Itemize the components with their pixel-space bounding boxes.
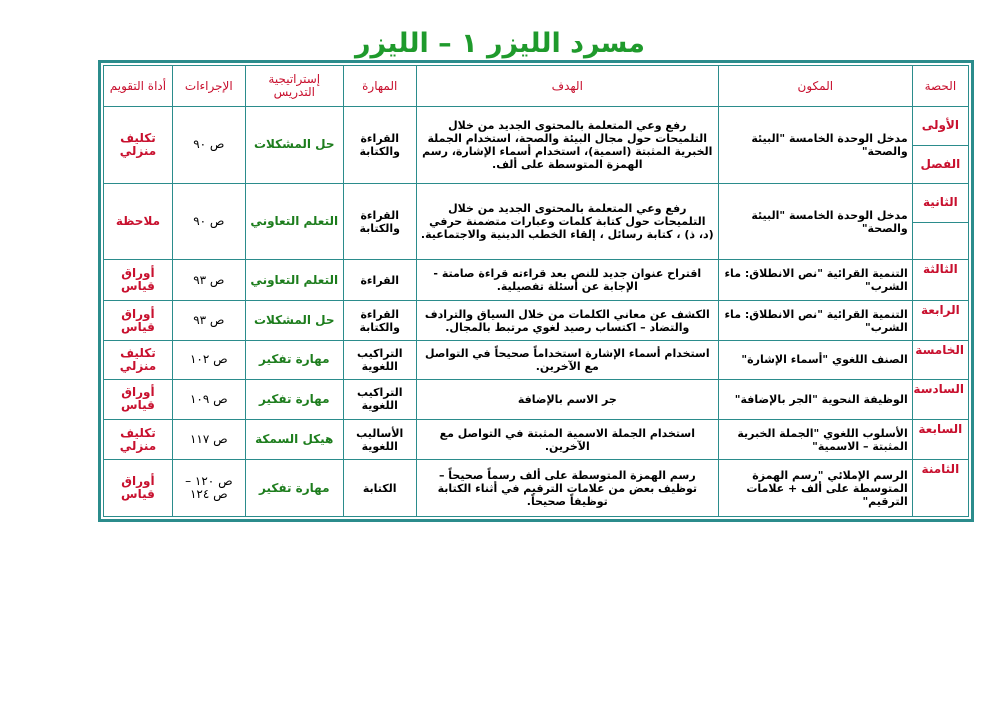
component-cell: التنمية القرائية "نص الانطلاق: ماء الشرب" [718, 300, 912, 340]
procedures-cell: ص ٩٣ [172, 300, 245, 340]
header-procedures: الإجراءات [172, 66, 245, 107]
evaluation-cell: أوراق قياس [104, 460, 173, 517]
goal-cell: رفع وعي المتعلمة بالمحتوى الجديد من خلال التلميحات حول مجال البيئة والصحة، استخدام الجملة الخبرية المثبتة (اسمية)، استخدام أسماء الإشارة، رسم الهمزة المتوسطة على ألف. [416, 107, 718, 184]
session-cell: السادسة [912, 379, 968, 419]
evaluation-cell: تكليف منزلي [104, 420, 173, 460]
session-cell: السابعة [912, 420, 968, 460]
skill-cell: القراءة والكتابة [343, 107, 416, 184]
table-row [104, 379, 969, 419]
skill-cell: القراءة والكتابة [343, 183, 416, 260]
evaluation-cell: أوراق قياس [104, 300, 173, 340]
evaluation-cell: أوراق قياس [104, 379, 173, 419]
table-row [104, 107, 969, 184]
component-cell: الأسلوب اللغوي "الجملة الخبرية المثبتة – الاسمية" [718, 420, 912, 460]
strategy-cell: حل المشكلات [245, 300, 343, 340]
strategy-cell: مهارة تفكير [245, 460, 343, 517]
procedures-cell: ص ٩٠ [172, 183, 245, 260]
skill-cell: القراءة [343, 260, 416, 300]
goal-cell: اقتراح عنوان جديد للنص بعد قراءته قراءة صامتة - الإجابة عن أسئلة تفصيلية. [416, 260, 718, 300]
evaluation-cell: تكليف منزلي [104, 341, 173, 379]
table-row [104, 300, 969, 340]
table-row [104, 460, 969, 517]
procedures-cell: ص ٩٣ [172, 260, 245, 300]
skill-cell: القراءة والكتابة [343, 300, 416, 340]
table-row [104, 341, 969, 379]
lesson-plan-table [103, 65, 969, 517]
evaluation-cell: تكليف منزلي [104, 107, 173, 184]
component-cell: الوظيفة النحوية "الجر بالإضافة" [718, 379, 912, 419]
procedures-cell: ص ١٠٢ [172, 341, 245, 379]
component-cell: الرسم الإملائي "رسم الهمزة المتوسطة على ألف + علامات الترقيم" [718, 460, 912, 517]
header-strategy: إستراتيجية التدريس [245, 66, 343, 107]
session-label: الأولى [913, 107, 968, 146]
session-cell [912, 183, 968, 260]
goal-cell: رسم الهمزة المتوسطة على ألف رسماً صحيحاً – توظيف بعض من علامات الترقيم في أثناء الكتابة توظيفاً صحيحاً. [416, 460, 718, 517]
session-sublabel [913, 223, 968, 260]
header-goal: الهدف [416, 66, 718, 107]
page-title: مسرد الليزر ١ – الليزر [355, 28, 645, 59]
session-label: الثانية [913, 184, 968, 223]
session-cell: الخامسة [912, 341, 968, 379]
component-cell: مدخل الوحدة الخامسة "البيئة والصحة" [718, 107, 912, 184]
goal-cell: استخدام أسماء الإشارة استخداماً صحيحاً في التواصل مع الآخرين. [416, 341, 718, 379]
skill-cell: التراكيب اللغوية [343, 341, 416, 379]
strategy-cell: التعلم التعاوني [245, 260, 343, 300]
goal-cell: استخدام الجملة الاسمية المثبتة في التواصل مع الآخرين. [416, 420, 718, 460]
session-sublabel: الفصل [920, 157, 961, 172]
lesson-plan-frame [98, 60, 974, 522]
table-row [104, 420, 969, 460]
component-cell: الصنف اللغوي "أسماء الإشارة" [718, 341, 912, 379]
strategy-cell: مهارة تفكير [245, 341, 343, 379]
evaluation-cell: ملاحظة [104, 183, 173, 260]
strategy-cell: التعلم التعاوني [245, 183, 343, 260]
strategy-cell: حل المشكلات [245, 107, 343, 184]
table-header-row [104, 66, 969, 107]
table-row [104, 183, 969, 260]
session-cell [912, 107, 968, 184]
evaluation-cell: أوراق قياس [104, 260, 173, 300]
component-cell: التنمية القرائية "نص الانطلاق: ماء الشرب" [718, 260, 912, 300]
procedures-cell: ص ١٢٠ – ص ١٢٤ [172, 460, 245, 517]
header-component: المكون [718, 66, 912, 107]
header-skill: المهارة [343, 66, 416, 107]
procedures-cell: ص ٩٠ [172, 107, 245, 184]
header-evaluation: أداة التقويم [104, 66, 173, 107]
skill-cell: الكتابة [343, 460, 416, 517]
header-session: الحصة [912, 66, 968, 107]
procedures-cell: ص ١٠٩ [172, 379, 245, 419]
component-cell: مدخل الوحدة الخامسة "البيئة والصحة" [718, 183, 912, 260]
table-row [104, 260, 969, 300]
strategy-cell: مهارة تفكير [245, 379, 343, 419]
session-cell: الرابعة [912, 300, 968, 340]
session-cell: الثالثة [912, 260, 968, 300]
goal-cell: رفع وعي المتعلمة بالمحتوى الجديد من خلال التلميحات حول كتابة كلمات وعبارات متضمنة حرفي (د، ذ) ، كتابة رسائل ، إلقاء الخطب الدينية والاجتماعية. [416, 183, 718, 260]
skill-cell: الأساليب اللغوية [343, 420, 416, 460]
goal-cell: الكشف عن معاني الكلمات من خلال السياق والترادف والتضاد – اكتساب رصيد لغوي مرتبط بالمجال. [416, 300, 718, 340]
session-cell: الثامنة [912, 460, 968, 517]
strategy-cell: هيكل السمكة [245, 420, 343, 460]
goal-cell: جر الاسم بالإضافة [416, 379, 718, 419]
procedures-cell: ص ١١٧ [172, 420, 245, 460]
skill-cell: التراكيب اللغوية [343, 379, 416, 419]
